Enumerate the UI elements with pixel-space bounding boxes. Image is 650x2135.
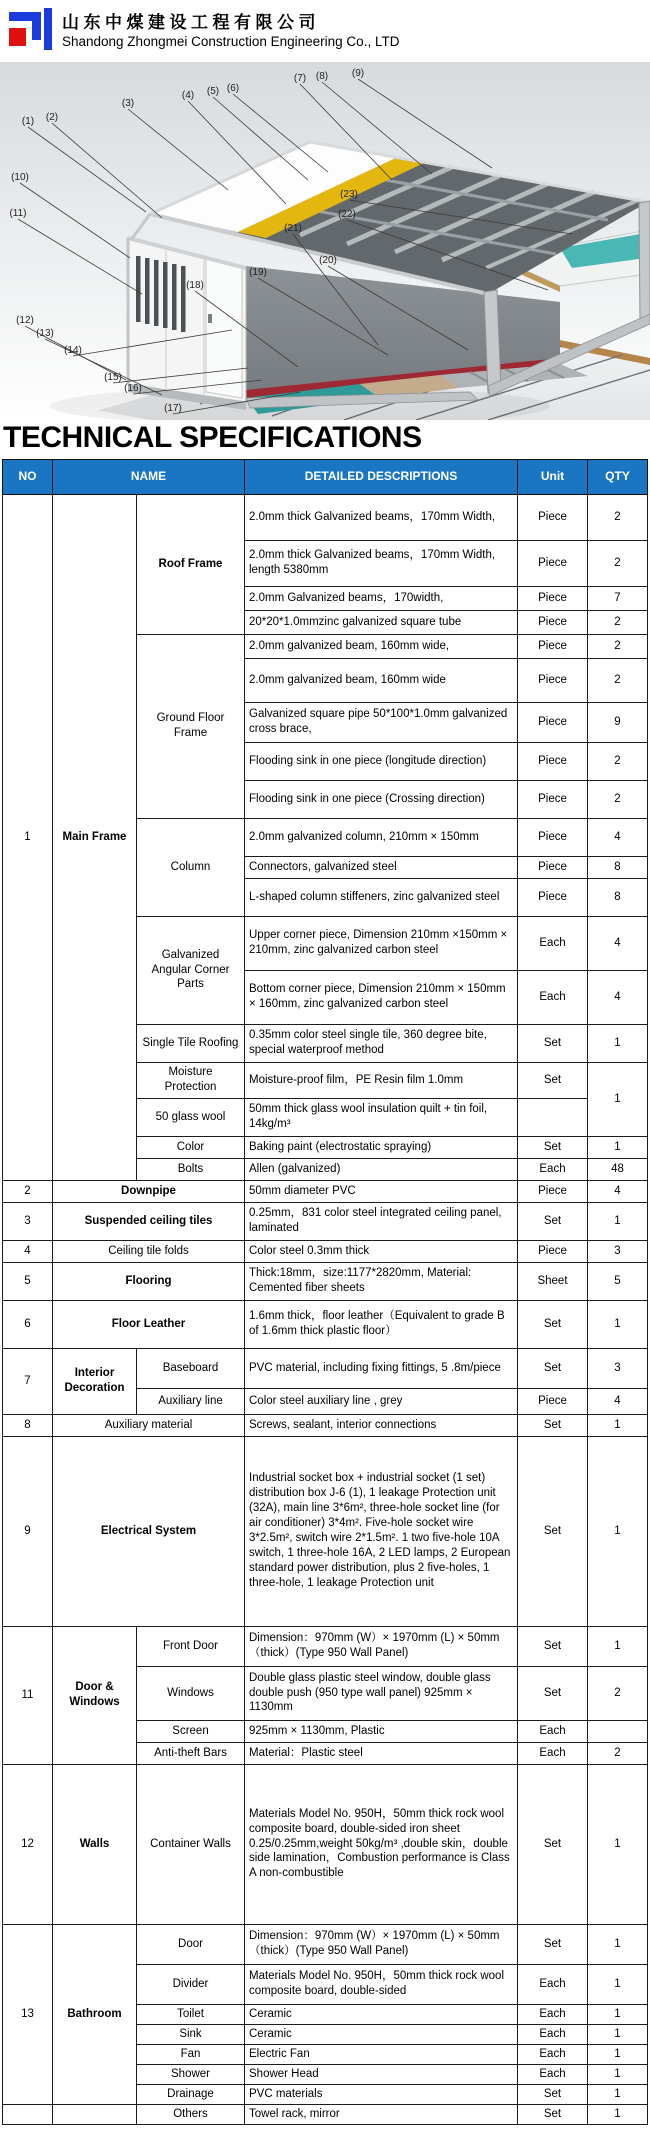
cell-desc: Towel rack, mirror — [245, 2104, 518, 2124]
cell-qty: 4 — [588, 916, 648, 970]
cell-name2: Others — [137, 2104, 245, 2124]
cell-desc: 2.0mm thick Galvanized beams，170mm Width, length 5380mm — [245, 540, 518, 586]
cell-qty: 2 — [588, 494, 648, 540]
cell-name2: Windows — [137, 1666, 245, 1720]
cell-unit: Set — [518, 1436, 588, 1626]
table-row — [3, 494, 648, 540]
cell-unit — [518, 1098, 588, 1136]
col-header-name: NAME — [53, 459, 245, 494]
cell-unit: Each — [518, 2064, 588, 2084]
cell-name: Auxiliary material — [53, 1414, 245, 1436]
cell-qty: 7 — [588, 586, 648, 610]
table-row — [3, 1348, 648, 1388]
table-row — [3, 1414, 648, 1436]
cell-no — [3, 2104, 53, 2124]
cell-name: Flooring — [53, 1262, 245, 1300]
col-header-unit: Unit — [518, 459, 588, 494]
cell-name1: Interior Decoration — [53, 1348, 137, 1414]
cell-qty: 2 — [588, 610, 648, 634]
cell-desc: Double glass plastic steel window, double glass double push (950 type wall panel) 925mm × 1130mm — [245, 1666, 518, 1720]
cell-desc: 2.0mm galvanized beam, 160mm wide, — [245, 634, 518, 658]
cell-qty: 9 — [588, 702, 648, 742]
callout-label: (17) — [164, 403, 182, 414]
cell-unit: Set — [518, 1414, 588, 1436]
cell-desc: Bottom corner piece, Dimension 210mm × 150mm × 160mm, zinc galvanized carbon steel — [245, 970, 518, 1024]
cell-unit: Piece — [518, 878, 588, 916]
cell-desc: 2.0mm thick Galvanized beams，170mm Width, — [245, 494, 518, 540]
cell-name2: Moisture Protection — [137, 1062, 245, 1098]
cell-qty: 2 — [588, 1666, 648, 1720]
cell-desc: Materials Model No. 950H，50mm thick rock wool composite board, double-sided — [245, 1964, 518, 2004]
callout-label: (16) — [124, 383, 142, 394]
cell-name2: Auxiliary line — [137, 1388, 245, 1414]
diagram-svg — [0, 62, 650, 420]
cell-qty: 2 — [588, 658, 648, 702]
cell-unit: Each — [518, 1158, 588, 1180]
cell-desc: Thick:18mm，size:1177*2820mm, Material: Cemented fiber sheets — [245, 1262, 518, 1300]
cell-name: Floor Leather — [53, 1300, 245, 1348]
cell-unit: Piece — [518, 780, 588, 818]
callout-label: (2) — [45, 112, 59, 123]
cell-qty: 1 — [588, 1964, 648, 2004]
cell-unit: Each — [518, 1964, 588, 2004]
callout-label: (7) — [293, 73, 307, 84]
cell-desc: Allen (galvanized) — [245, 1158, 518, 1180]
cell-qty: 1 — [588, 1136, 648, 1158]
table-header-row — [3, 459, 648, 494]
cell-desc: 925mm × 1130mm, Plastic — [245, 1720, 518, 1742]
cell-qty: 4 — [588, 1388, 648, 1414]
cell-unit: Set — [518, 1300, 588, 1348]
cell-unit: Piece — [518, 494, 588, 540]
cell-no: 2 — [3, 1180, 53, 1202]
cell-no: 8 — [3, 1414, 53, 1436]
cell-desc: Upper corner piece, Dimension 210mm ×150mm × 210mm, zinc galvanized carbon steel — [245, 916, 518, 970]
cell-desc: Materials Model No. 950H，50mm thick rock wool composite board, double-sided iron sheet 0.25/0.25mm,weight 50kg/m³ ,double skin，double side lamination，Combustion performance is Class A non-combustible — [245, 1764, 518, 1924]
company-logo-icon — [6, 5, 52, 58]
col-header-qty: QTY — [588, 459, 648, 494]
callout-label: (11) — [9, 208, 27, 219]
cell-unit: Piece — [518, 658, 588, 702]
cell-desc: 0.25mm，831 color steel integrated ceiling panel, laminated — [245, 1202, 518, 1240]
cell-desc: 50mm diameter PVC — [245, 1180, 518, 1202]
cell-desc: Screws, sealant, interior connections — [245, 1414, 518, 1436]
cell-desc: Moisture-proof film，PE Resin film 1.0mm — [245, 1062, 518, 1098]
company-name-cn: 山东中煤建设工程有限公司 — [62, 13, 320, 33]
callout-label: (8) — [315, 71, 329, 82]
cell-unit: Piece — [518, 1240, 588, 1262]
cell-desc: 2.0mm galvanized beam, 160mm wide — [245, 658, 518, 702]
cell-desc: Material：Plastic steel — [245, 1742, 518, 1764]
cell-desc: Connectors, galvanized steel — [245, 856, 518, 878]
cell-qty: 2 — [588, 634, 648, 658]
cell-qty: 2 — [588, 742, 648, 780]
cell-no: 3 — [3, 1202, 53, 1240]
cell-name: Downpipe — [53, 1180, 245, 1202]
callout-label: (21) — [284, 223, 302, 234]
cell-desc: 50mm thick glass wool insulation quilt + tin foil, 14kg/m³ — [245, 1098, 518, 1136]
cell-no: 11 — [3, 1626, 53, 1764]
cell-qty: 1 — [588, 1062, 648, 1136]
cell-name2: Container Walls — [137, 1764, 245, 1924]
cell-desc: Shower Head — [245, 2064, 518, 2084]
cell-name2: Fan — [137, 2044, 245, 2064]
cell-qty: 1 — [588, 2064, 648, 2084]
cell-desc: PVC material, including fixing fittings, 5 .8m/piece — [245, 1348, 518, 1388]
cell-name2: Anti-theft Bars — [137, 1742, 245, 1764]
cell-name1: Walls — [53, 1764, 137, 1924]
callout-label: (5) — [206, 86, 220, 97]
cell-qty: 8 — [588, 878, 648, 916]
page-title: TECHNICAL SPECIFICATIONS — [3, 421, 422, 454]
cell-desc: Galvanized square pipe 50*100*1.0mm galvanized cross brace, — [245, 702, 518, 742]
cell-name: Ceiling tile folds — [53, 1240, 245, 1262]
cell-desc: L-shaped column stiffeners, zinc galvanized steel — [245, 878, 518, 916]
logo-blue-bar — [44, 8, 52, 50]
cell-desc: Ceramic — [245, 2024, 518, 2044]
cell-desc: Industrial socket box + industrial socket (1 set) distribution box J-6 (1), 1 leakage Protection unit (32A), main line 3*6m², three-hole socket line (for air conditioner) 3*4m². Five-hole socket wire 3*2.5m², switch wire 2*1.5m². 1 two five-hole 10A switch, 1 three-hole 16A, 2 LED lamps, 2 European standard power distribution, plus 2 five-holes, 1 three-hole, 1 leakage Protection unit — [245, 1436, 518, 1626]
spec-table — [2, 459, 648, 2125]
cell-desc: 1.6mm thick，floor leather（Equivalent to grade B of 1.6mm thick plastic floor） — [245, 1300, 518, 1348]
cell-name2: Baseboard — [137, 1348, 245, 1388]
cell-unit: Set — [518, 1024, 588, 1062]
callout-line — [128, 109, 228, 190]
col-header-descriptions: DETAILED DESCRIPTIONS — [245, 459, 518, 494]
callout-label: (6) — [226, 83, 240, 94]
col-header-no: NO — [3, 459, 53, 494]
cell-unit: Piece — [518, 818, 588, 856]
product-exploded-diagram — [0, 62, 650, 420]
cell-unit: Piece — [518, 634, 588, 658]
cell-desc: Color steel 0.3mm thick — [245, 1240, 518, 1262]
cell-unit: Set — [518, 1062, 588, 1098]
spec-table-body — [3, 459, 648, 2124]
cell-unit: Piece — [518, 742, 588, 780]
cell-qty: 1 — [588, 2104, 648, 2124]
callout-line — [28, 127, 146, 212]
cell-unit: Each — [518, 2004, 588, 2024]
cell-name2: Door — [137, 1924, 245, 1964]
cell-qty: 1 — [588, 1024, 648, 1062]
table-row — [3, 1240, 648, 1262]
cell-desc: Dimension：970mm (W）× 1970mm (L) × 50mm（thick）(Type 950 Wall Panel) — [245, 1626, 518, 1666]
cell-name1 — [53, 2104, 137, 2124]
cell-unit: Set — [518, 1348, 588, 1388]
cell-unit: Piece — [518, 540, 588, 586]
cell-no: 13 — [3, 1924, 53, 2104]
cell-desc: Flooding sink in one piece (Crossing direction) — [245, 780, 518, 818]
callout-label: (9) — [351, 68, 365, 79]
corner-post-back-right — [639, 201, 650, 322]
table-row — [3, 1180, 648, 1202]
cell-qty: 4 — [588, 1180, 648, 1202]
cell-unit: Set — [518, 1626, 588, 1666]
table-row — [3, 1262, 648, 1300]
door-handle — [208, 314, 212, 323]
cell-unit: Piece — [518, 1180, 588, 1202]
cell-desc: Color steel auxiliary line , grey — [245, 1388, 518, 1414]
cell-no: 12 — [3, 1764, 53, 1924]
cell-qty: 1 — [588, 2024, 648, 2044]
cell-qty: 4 — [588, 818, 648, 856]
callout-label: (12) — [16, 315, 34, 326]
cell-name2: Column — [137, 818, 245, 916]
cell-qty — [588, 1720, 648, 1742]
cell-qty: 1 — [588, 2004, 648, 2024]
cell-no: 7 — [3, 1348, 53, 1414]
cell-unit: Each — [518, 970, 588, 1024]
cell-desc: Dimension：970mm (W）× 1970mm (L) × 50mm（thick）(Type 950 Wall Panel) — [245, 1924, 518, 1964]
callout-label: (15) — [104, 372, 122, 383]
cell-unit: Each — [518, 916, 588, 970]
callout-label: (19) — [249, 267, 267, 278]
callout-label: (4) — [181, 90, 195, 101]
cell-desc: 2.0mm Galvanized beams，170width, — [245, 586, 518, 610]
cell-name: Suspended ceiling tiles — [53, 1202, 245, 1240]
cell-no: 6 — [3, 1300, 53, 1348]
cell-name2: Screen — [137, 1720, 245, 1742]
cell-qty: 8 — [588, 856, 648, 878]
cell-desc: 0.35mm color steel single tile, 360 degree bite, special waterproof method — [245, 1024, 518, 1062]
cell-name2: Roof Frame — [137, 494, 245, 634]
cell-name2: Ground Floor Frame — [137, 634, 245, 818]
page-header — [0, 0, 650, 62]
cell-unit: Set — [518, 2104, 588, 2124]
cell-desc: Ceramic — [245, 2004, 518, 2024]
callout-line — [18, 219, 142, 294]
cell-unit: Piece — [518, 1388, 588, 1414]
cell-qty: 4 — [588, 970, 648, 1024]
cell-unit: Set — [518, 1924, 588, 1964]
cell-name2: Color — [137, 1136, 245, 1158]
cell-unit: Piece — [518, 856, 588, 878]
cell-name2: Galvanized Angular Corner Parts — [137, 916, 245, 1024]
cell-unit: Set — [518, 1666, 588, 1720]
callout-label: (3) — [121, 98, 135, 109]
cell-qty: 1 — [588, 1300, 648, 1348]
callout-label: (22) — [338, 209, 356, 220]
cell-desc: 20*20*1.0mmzinc galvanized square tube — [245, 610, 518, 634]
company-name-en: Shandong Zhongmei Construction Engineering Co., LTD — [62, 33, 400, 49]
callout-line — [52, 123, 162, 218]
cell-no: 4 — [3, 1240, 53, 1262]
callout-label: (18) — [186, 280, 204, 291]
cell-qty: 5 — [588, 1262, 648, 1300]
cell-unit: Set — [518, 2084, 588, 2104]
cell-name2: Drainage — [137, 2084, 245, 2104]
cell-desc: Flooding sink in one piece (longitude direction) — [245, 742, 518, 780]
table-row — [3, 1626, 648, 1666]
cell-qty: 1 — [588, 2044, 648, 2064]
cell-name: Electrical System — [53, 1436, 245, 1626]
cell-name2: Single Tile Roofing — [137, 1024, 245, 1062]
end-door — [206, 259, 242, 398]
cell-name2: Sink — [137, 2024, 245, 2044]
cell-unit: Set — [518, 1764, 588, 1924]
callout-label: (14) — [64, 345, 82, 356]
cell-qty: 3 — [588, 1348, 648, 1388]
callout-label: (13) — [36, 328, 54, 339]
cell-unit: Sheet — [518, 1262, 588, 1300]
cell-name2: Shower — [137, 2064, 245, 2084]
cell-qty: 1 — [588, 1202, 648, 1240]
cell-desc: PVC materials — [245, 2084, 518, 2104]
cell-qty: 1 — [588, 1764, 648, 1924]
table-row — [3, 1202, 648, 1240]
cell-unit: Piece — [518, 586, 588, 610]
cell-name2: 50 glass wool — [137, 1098, 245, 1136]
cell-unit: Each — [518, 2024, 588, 2044]
cell-qty: 3 — [588, 1240, 648, 1262]
cell-qty: 1 — [588, 2084, 648, 2104]
cell-unit: Each — [518, 2044, 588, 2064]
cell-name1: Bathroom — [53, 1924, 137, 2104]
cell-unit: Piece — [518, 610, 588, 634]
table-row — [3, 1300, 648, 1348]
cell-qty: 2 — [588, 780, 648, 818]
callout-label: (10) — [11, 172, 29, 183]
cell-unit: Each — [518, 1720, 588, 1742]
cell-desc: Electric Fan — [245, 2044, 518, 2064]
cell-qty: 1 — [588, 1414, 648, 1436]
cell-name2: Toilet — [137, 2004, 245, 2024]
logo-red-square — [9, 28, 26, 46]
callout-label: (1) — [21, 116, 35, 127]
cell-qty: 48 — [588, 1158, 648, 1180]
cell-qty: 1 — [588, 1924, 648, 1964]
cell-name1: Door & Windows — [53, 1626, 137, 1764]
cell-name2: Front Door — [137, 1626, 245, 1666]
cell-no: 9 — [3, 1436, 53, 1626]
cell-name1: Main Frame — [53, 494, 137, 1180]
cell-no: 5 — [3, 1262, 53, 1300]
cell-unit: Set — [518, 1136, 588, 1158]
cell-unit: Each — [518, 1742, 588, 1764]
table-row — [3, 1764, 648, 1924]
cell-qty: 1 — [588, 1436, 648, 1626]
cell-desc: 2.0mm galvanized column, 210mm × 150mm — [245, 818, 518, 856]
table-row — [3, 1436, 648, 1626]
callout-label: (20) — [319, 255, 337, 266]
callout-label: (23) — [340, 189, 358, 200]
cell-name2: Bolts — [137, 1158, 245, 1180]
cell-name2: Divider — [137, 1964, 245, 2004]
company-names — [62, 12, 399, 50]
cell-qty: 2 — [588, 540, 648, 586]
cell-unit: Piece — [518, 702, 588, 742]
cell-desc: Baking paint (electrostatic spraying) — [245, 1136, 518, 1158]
cell-qty: 2 — [588, 1742, 648, 1764]
table-row — [3, 1924, 648, 1964]
cell-qty: 1 — [588, 1626, 648, 1666]
table-row — [3, 2104, 648, 2124]
callout-line — [20, 183, 130, 258]
cell-unit: Set — [518, 1202, 588, 1240]
cell-no: 1 — [3, 494, 53, 1180]
